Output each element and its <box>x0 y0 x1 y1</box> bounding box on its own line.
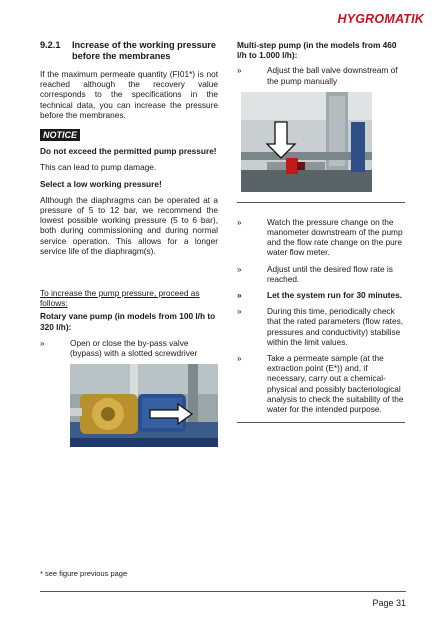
section-title: Increase of the working pressure before the membranes <box>72 40 216 61</box>
procedure-bullet <box>237 217 405 258</box>
logo-text-hygro: HYGRO <box>337 12 385 26</box>
procedure-bullet <box>237 353 405 414</box>
procedure-bullet <box>237 306 405 347</box>
hygromatik-logo <box>338 12 425 26</box>
low-pressure-text: Although the diaphragms can be operated at a pressure of 5 to 12 bar, we recommend the lowest possible working pressure (5 to 6 bar), both during commissioning and during normal service operation. This allows for a longer service life of the diaphragm(s). <box>40 194 218 256</box>
multistage-bullet <box>237 65 405 85</box>
bullet-text: Let the system run for 30 minutes. <box>267 290 403 301</box>
left-column <box>40 40 218 447</box>
multistage-pump-image <box>241 92 372 192</box>
rotary-bullet <box>40 338 218 358</box>
rotary-pump-heading: Rotary vane pump (in models from 100 l/h to 320 l/h): <box>40 311 216 332</box>
rotary-pump-photo <box>70 364 218 447</box>
procedure-intro: To increase the pump pressure, proceed as follows: <box>40 288 200 309</box>
logo-text-matik: MATIK <box>384 12 424 26</box>
bullet-symbol: » <box>237 65 242 76</box>
notice-text: This can lead to pump damage. <box>40 162 157 173</box>
bullet-symbol: » <box>237 353 242 364</box>
bullet-text: Take a permeate sample (at the extraction point (E*)) and, if necessary, carry out a chemical-physical and possibly bacteriological analysis to check the suitability of the water for the intended purpose. <box>267 353 404 415</box>
rotary-pump-image <box>70 364 218 447</box>
page-number: Page 31 <box>372 598 406 608</box>
bullet-symbol: » <box>40 337 45 348</box>
low-pressure-heading: Select a low working pressure! <box>40 178 162 189</box>
procedure-bullet <box>237 264 405 284</box>
procedure-bullet <box>237 290 405 300</box>
notice-heading: Do not exceed the permitted pump pressure! <box>40 146 217 157</box>
procedure-bullet-list <box>237 217 405 414</box>
multistage-pump-photo <box>241 92 372 192</box>
bullet-text: Open or close the by-pass valve (bypass) with a slotted screwdriver <box>70 337 198 359</box>
bullet-text: Adjust the ball valve downstream of the pump manually <box>267 65 398 86</box>
divider <box>237 422 405 423</box>
bullet-symbol: » <box>237 306 242 317</box>
bullet-text: Adjust until the desired flow rate is reached. <box>267 263 393 284</box>
footnote: * see figure previous page <box>40 569 128 578</box>
intro-paragraph: If the maximum permeate quantity (FI01*) is not reached although the recovery value corresponds to the specifications in the technical data, you can increase the pressure before the membranes. <box>40 69 218 120</box>
divider <box>237 202 405 203</box>
bullet-symbol: » <box>237 216 242 227</box>
notice-badge: NOTICE <box>40 129 80 141</box>
bullet-text: Watch the pressure change on the manometer downstream of the pump and the flow rate change on the pure water flow meter. <box>267 216 403 258</box>
right-column <box>237 40 405 431</box>
bullet-symbol: » <box>237 290 242 301</box>
bullet-symbol: » <box>237 263 242 274</box>
section-heading <box>40 40 218 62</box>
multistage-pump-heading: Multi-step pump (in the models from 460 l/h to 1.000 l/h): <box>237 40 397 61</box>
bullet-text: During this time, periodically check that the rated parameters (flow rates, pressures and conductivity) stabilise within the limit values. <box>267 306 404 347</box>
footer-rule <box>40 591 406 592</box>
section-number: 9.2.1 <box>40 40 61 50</box>
